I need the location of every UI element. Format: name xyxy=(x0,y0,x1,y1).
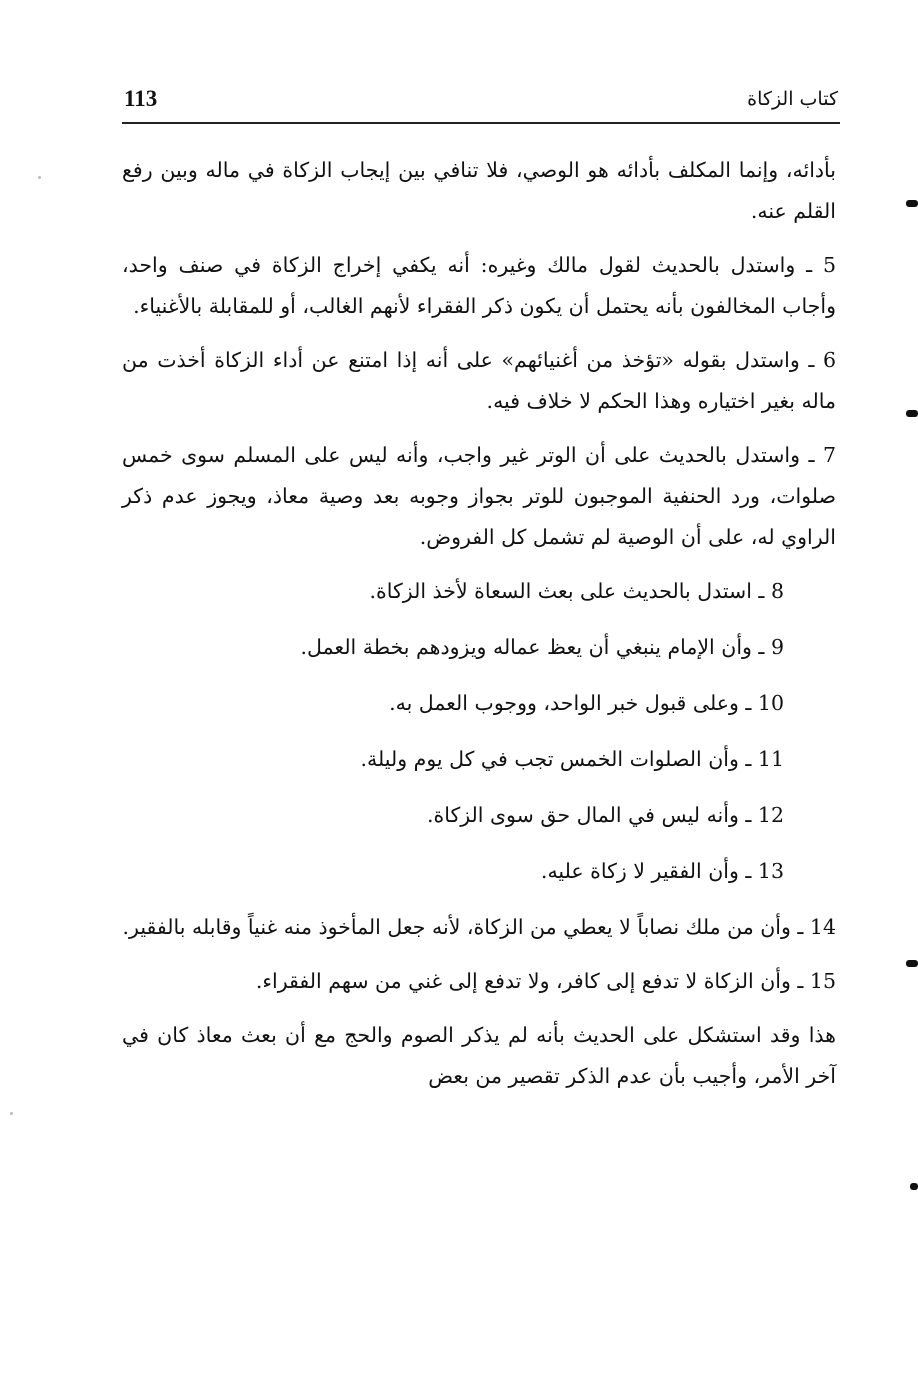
binding-mark xyxy=(906,960,918,967)
paragraph-point-11: 11 ـ وأن الصلوات الخمس تجب في كل يوم وليلة. xyxy=(360,747,784,771)
paragraph-point-14: 14 ـ وأن من ملك نصاباً لا يعطي من الزكاة، لأنه جعل المأخوذ منه غنياً وقابله بالفقير. xyxy=(122,915,836,939)
page-number: 113 xyxy=(124,86,158,111)
scan-speck xyxy=(38,176,41,179)
binding-mark xyxy=(910,1183,918,1190)
running-title: كتاب الزكاة xyxy=(747,88,838,110)
paragraph-point-8: 8 ـ استدل بالحديث على بعث السعاة لأخذ الزكاة. xyxy=(369,579,784,603)
binding-mark xyxy=(906,410,918,417)
scan-speck xyxy=(10,1112,13,1115)
paragraph-continuation: بأدائه، وإنما المكلف بأدائه هو الوصي، فلا تنافي بين إيجاب الزكاة في ماله وبين رفع القلم عنه. xyxy=(122,158,836,223)
binding-mark xyxy=(906,200,918,207)
page-header xyxy=(122,80,840,124)
paragraph-closing: هذا وقد استشكل على الحديث بأنه لم يذكر الصوم والحج مع أن بعث معاذ كان في آخر الأمر، وأجيب بأن عدم الذكر تقصير من بعض xyxy=(122,1023,836,1088)
paragraph-point-6: 6 ـ واستدل بقوله «تؤخذ من أغنيائهم» على أنه إذا امتنع عن أداء الزكاة أخذت من ماله بغير اختياره وهذا الحكم لا خلاف فيه. xyxy=(122,348,836,413)
paragraph-point-12: 12 ـ وأنه ليس في المال حق سوى الزكاة. xyxy=(426,803,784,827)
body-text xyxy=(122,150,836,1110)
paragraph-point-10: 10 ـ وعلى قبول خبر الواحد، ووجوب العمل به. xyxy=(389,691,784,715)
paragraph-point-9: 9 ـ وأن الإمام ينبغي أن يعظ عماله ويزودهم بخطة العمل. xyxy=(300,635,784,659)
paragraph-point-7: 7 ـ واستدل بالحديث على أن الوتر غير واجب، وأنه ليس على المسلم سوى خمس صلوات، ورد الحنفية الموجبون للوتر بجواز وجوبه بعد وصية معاذ، ويجوز عدم ذكر الراوي له، على أن الوصية لم تشمل كل الفروض. xyxy=(122,443,836,549)
paragraph-point-5: 5 ـ واستدل بالحديث لقول مالك وغيره: أنه يكفي إخراج الزكاة في صنف واحد، وأجاب المخالفون بأنه يحتمل أن يكون ذكر الفقراء لأنهم الغالب، أو للمقابلة بالأغنياء. xyxy=(122,253,836,318)
paragraph-point-15: 15 ـ وأن الزكاة لا تدفع إلى كافر، ولا تدفع إلى غني من سهم الفقراء. xyxy=(255,969,836,993)
paragraph-point-13: 13 ـ وأن الفقير لا زكاة عليه. xyxy=(540,859,784,883)
